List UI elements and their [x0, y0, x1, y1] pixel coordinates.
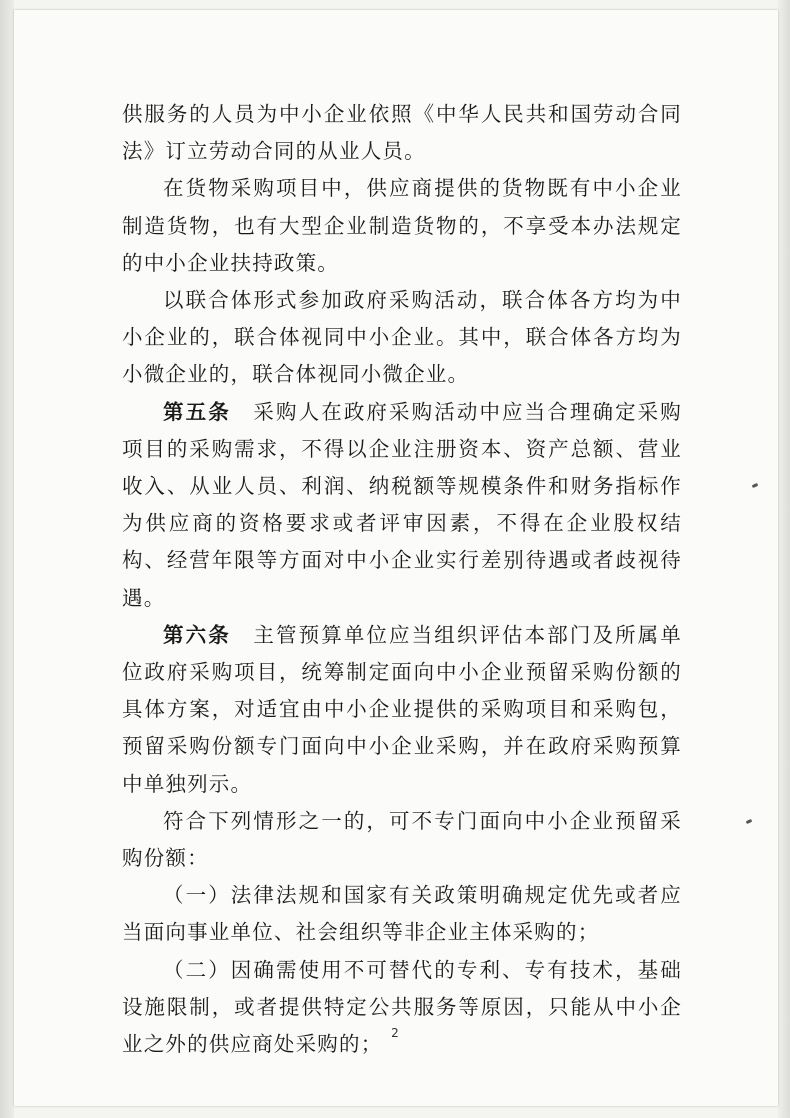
paragraph-2-text: 在货物采购项目中，供应商提供的货物既有中小企业制造货物，也有大型企业制造货物的，不享受本办法规定的中小企业扶持政策。: [122, 176, 682, 275]
list-item-1-text: （一）法律法规和国家有关政策明确规定优先或者应当面向事业单位、社会组织等非企业主体采购的；: [122, 883, 682, 945]
list-item-2-text: （二）因确需使用不可替代的专利、专有技术，基础设施限制，或者提供特定公共服务等原因，只能从中小企业之外的供应商处采购的；: [122, 957, 682, 1057]
article-5-text: 采购人在政府采购活动中应当合理确定采购项目的采购需求，不得以企业注册资本、资产总额、营业收入、从业人员、利润、纳税额等规模条件和财务指标作为供应商的资格要求或者评审因素，不得在企业股权结构、经营年限等方面对中小企业实行差别待遇或者歧视待遇。: [122, 399, 682, 610]
article-5: [122, 394, 682, 617]
article-6: [122, 617, 682, 803]
page-number: 2: [391, 1026, 399, 1040]
paragraph-6: [122, 803, 682, 877]
scan-left-edge: [0, 0, 14, 1118]
paragraph-3-text: 以联合体形式参加政府采购活动，联合体各方均为中小企业的，联合体视同中小企业。其中，联合体各方均为小微企业的，联合体视同小微企业。: [122, 288, 682, 387]
paragraph-6-text: 符合下列情形之一的，可不专门面向中小企业预留采购份额：: [122, 808, 682, 871]
article-6-text: 主管预算单位应当组织评估本部门及所属单位政府采购项目，统筹制定面向中小企业预留采购份额的具体方案，对适宜由中小企业提供的采购项目和采购包，预留采购份额专门面向中小企业采购，并在政府采购预算中单独列示。: [122, 622, 682, 796]
paragraph-2: [122, 170, 682, 282]
paragraph-1-text: 供服务的人员为中小企业依照《中华人民共和国劳动合同法》订立劳动合同的从业人员。: [122, 102, 682, 164]
article-5-number: 第五条: [163, 399, 231, 424]
list-item-2: [122, 952, 682, 1064]
scan-right-edge: [778, 0, 790, 1118]
paragraph-1: [122, 96, 682, 170]
list-item-1: [122, 877, 682, 951]
document-body: [122, 96, 682, 1063]
article-6-number: 第六条: [163, 622, 231, 647]
paragraph-3: [122, 282, 682, 394]
